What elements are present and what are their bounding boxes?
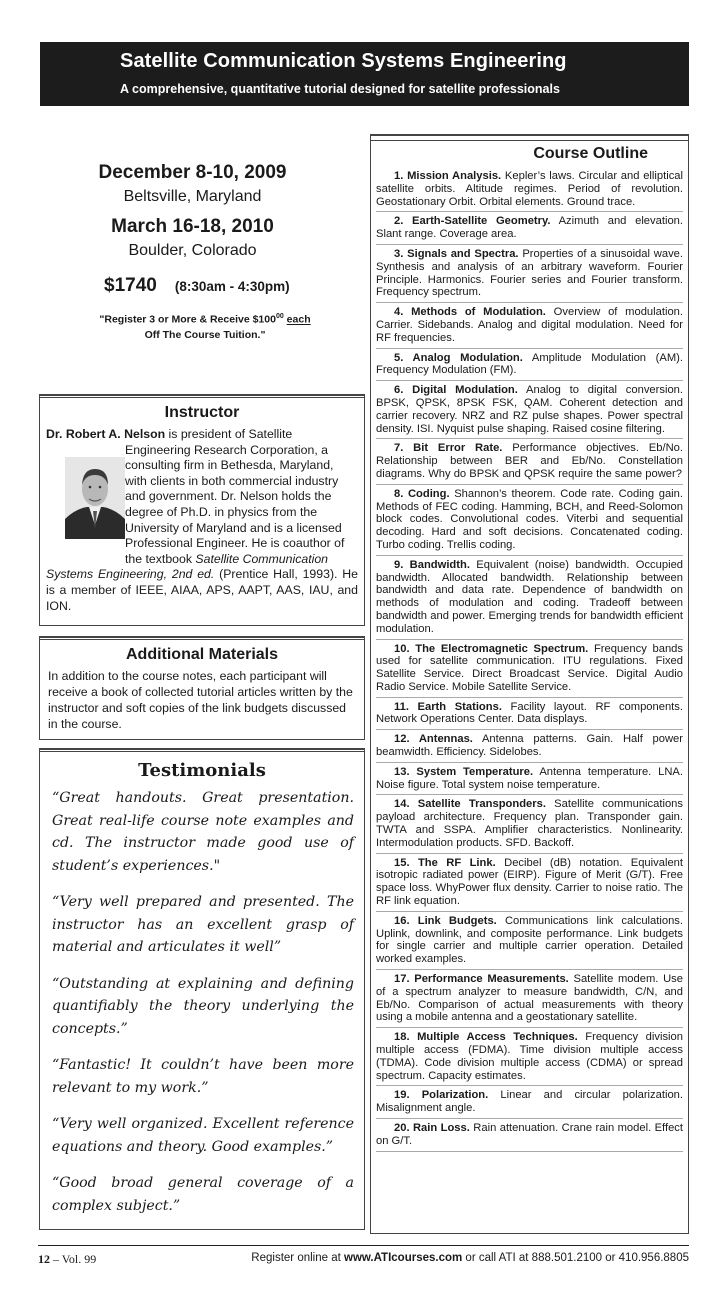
outline-item-title: 6. Digital Modulation. (394, 384, 518, 397)
page-number (38, 1252, 96, 1267)
session-date: December 8-10, 2009 (98, 162, 287, 183)
outline-item-text: Equivalent (noise) bandwidth. Occupied bandwidth. Allocated bandwidth. Relationship between bandwidth and data rate. Dependence of bandwidth on methods of modulation and coding. Tradeoff between bandwidth and power. Emerging trends for bandwidth efficient modulation. (376, 558, 684, 635)
outline-item-title: 15. The RF Link. (394, 856, 496, 869)
outline-item-text: Analog to digital conversion. BPSK, QPSK, 8PSK FSK, QAM. Coherent detection and carrier recovery. NRZ and RZ pulse shapes. Power spectral density. ISI. Nyquist pulse shaping. Raised cosine filtering. (376, 384, 683, 435)
bio-text: the textbook (125, 551, 196, 566)
outline-item-text: Shannon’s theorem. Code rate. Coding gain. Methods of FEC coding. Hamming, BCH, and Reed-Solomon block codes. Convolutional codes. Viterbi and sequential decoding. Hard and soft decisions. Concatenated coding. Turbo coding. Trellis coding. (376, 487, 683, 551)
outline-item-title: 5. Analog Modulation. (394, 351, 523, 364)
outline-item (376, 439, 683, 484)
promo-cents: 00 (275, 313, 284, 320)
instructor-name: Dr. Robert A. Nelson (46, 427, 166, 441)
outline-item (376, 1119, 683, 1152)
promo-text: "Register 3 or More & Receive $100 (99, 313, 276, 326)
additional-heading: Additional Materials (125, 646, 279, 663)
outline-item (376, 349, 683, 382)
outline-item-text: Performance objectives. Eb/No. Relationship between BER and Eb/No. Constellation diagrams. Why do BPSK and QPSK require the same power? (376, 442, 683, 480)
session-dates (40, 160, 365, 268)
outline-heading: Course Outline (533, 145, 648, 162)
course-outline-box (370, 134, 689, 1234)
bio-line: Engineering Research Corporation, a (125, 442, 329, 457)
instructor-box (39, 394, 365, 626)
bio-text: (Prentice Hall, 1993). He is a member of IEEE, AIAA, APS, AAPT, AAS, IAU, and ION. (46, 567, 358, 613)
outline-item (376, 167, 683, 212)
promo-text-2: Off The Course Tuition." (144, 328, 266, 341)
page-num: 12 (38, 1252, 50, 1266)
course-subtitle: A comprehensive, quantitative tutorial designed for satellite professionals (120, 82, 560, 96)
outline-item-title: 17. Performance Measurements. (394, 973, 569, 986)
outline-item (376, 730, 683, 763)
register-info (251, 1252, 689, 1264)
outline-item (376, 698, 683, 731)
outline-item-title: 20. Rain Loss. (394, 1122, 470, 1134)
testimonial-quote: “Great handouts. Great presentation. Great real-life course note examples and cd. The instructor made good use of student’s experiences." (52, 790, 354, 874)
outline-item-title: 9. Bandwidth. (394, 558, 470, 571)
outline-item-text: Rain attenuation. Crane rain model. Effect on G/T. (376, 1122, 683, 1147)
outline-item-title: 18. Multiple Access Techniques. (394, 1031, 578, 1044)
outline-item (376, 303, 683, 348)
website-link[interactable]: www.ATIcourses.com (344, 1252, 463, 1264)
textbook-title: Satellite Communication (195, 551, 329, 566)
outline-list (371, 167, 688, 1152)
outline-item-title: 14. Satellite Transponders. (394, 798, 546, 811)
instructor-heading: Instructor (164, 404, 240, 421)
outline-item (376, 556, 683, 640)
outline-item-text: Frequency bands used for satellite communication. ITU regulations. Fixed Satellite Service. Direct Broadcast Service. Digital Audio Radio Service. Mobile Satellite Service. (376, 642, 683, 693)
testimonial-quote: “Fantastic! It couldn’t have been more relevant to my work.” (52, 1057, 354, 1096)
testimonial-quote: “Very well prepared and presented. The instructor has an excellent grasp of material and articulates it well” (52, 894, 354, 955)
outline-item-text: Communications link calculations. Uplink, downlink, and composite performance. Link budgets for single carrier and multiple carrier operation. Detailed worked examples. (376, 914, 683, 966)
outline-item (376, 854, 683, 912)
outline-item-title: 19. Polarization. (394, 1089, 489, 1102)
textbook-title-cont: Systems Engineering, 2nd ed. (46, 567, 215, 582)
group-discount-promo (60, 309, 350, 343)
outline-item-title: 1. Mission Analysis. (394, 170, 502, 182)
page-footer (38, 1245, 689, 1266)
outline-item-text: Frequency division multiple access (FDMA). Time division multiple access (TDMA). Code division multiple access (CDMA) or spread spectrum. Capacity estimates. (376, 1031, 683, 1082)
outline-item-text: Azimuth and elevation. Slant range. Coverage area. (376, 215, 683, 241)
additional-text: In addition to the course notes, each participant will receive a book of collected tutorial articles written by the instructor and soft copies of the link budgets discussed in the course. (48, 669, 353, 731)
bio-line (125, 552, 358, 568)
outline-item (376, 1028, 683, 1086)
outline-item-text: Linear and circular polarization. Misalignment angle. (376, 1089, 683, 1115)
testimonial-quote: “Very well organized. Excellent reference equations and theory. Good examples.” (52, 1116, 354, 1155)
outline-item-text: Properties of a sinusoidal wave. Synthesis and analysis of an arbitrary waveform. Fourier Principle. Harmonics. Fourier series and Fourier transform. Frequency spectrum. (376, 247, 684, 299)
price-row (104, 275, 290, 297)
register-text: Register online at (251, 1252, 344, 1264)
bio-line: University of Maryland and is a licensed (125, 520, 342, 535)
outline-item (376, 640, 683, 698)
outline-item (376, 912, 683, 970)
contact-phones: or call ATI at 888.501.2100 or 410.956.8805 (462, 1252, 689, 1264)
testimonial-quote: “Good broad general coverage of a complex subject.” (52, 1175, 354, 1214)
outline-item-title: 2. Earth-Satellite Geometry. (394, 215, 551, 228)
outline-item-text: Amplitude Modulation (AM). Frequency Modulation (FM). (376, 351, 683, 377)
outline-item-title: 8. Coding. (394, 487, 450, 500)
outline-item (376, 381, 683, 439)
outline-item (376, 1086, 683, 1119)
outline-item-text: Antenna patterns. Gain. Half power beamwidth. Efficiency. Sidelobes. (376, 733, 683, 759)
outline-item (376, 212, 683, 245)
testimonials-heading: Testimonials (138, 760, 266, 781)
bio-line: degree of Ph.D. in physics from the (125, 504, 318, 519)
promo-each: each (286, 313, 311, 326)
volume: – Vol. 99 (50, 1252, 97, 1266)
outline-item-text: Satellite communications payload architecture. Frequency plan. Transponder gain. TWTA and SSPA. Amplifier characteristics. Nonlinearity. Intermodulation products. SFD. Backoff. (376, 798, 683, 849)
title-banner (40, 42, 689, 106)
testimonials-box (39, 748, 365, 1230)
session-location: Beltsville, Maryland (123, 188, 262, 205)
outline-item-text: Decibel (dB) notation. Equivalent isotropic radiated power (EIRP). Figure of Merit (G/T). Free space loss. WhyPower flux density. Carrier to noise ratio. The RF link equation. (376, 856, 683, 908)
outline-item (376, 485, 683, 556)
outline-item-title: 11. Earth Stations. (394, 700, 502, 713)
outline-top-rule (371, 135, 688, 141)
outline-item-title: 13. System Temperature. (394, 765, 534, 778)
outline-item-title: 3. Signals and Spectra. (394, 247, 519, 260)
outline-item-text: Facility layout. RF components. Network Operations Center. Data displays. (376, 700, 683, 726)
outline-item (376, 795, 683, 853)
outline-item (376, 970, 683, 1028)
outline-item-text: Satellite modem. Use of a spectrum analyzer to measure bandwidth, C/N, and Eb/No. Comparison of actual measurements with theory using a mobile antenna and a geostationary satellite. (376, 973, 683, 1024)
course-hours: (8:30am - 4:30pm) (174, 279, 290, 294)
outline-item-title: 7. Bit Error Rate. (394, 442, 503, 455)
bio-line: Professional Engineer. He is coauthor of (125, 536, 345, 551)
outline-item-title: 4. Methods of Modulation. (394, 306, 546, 319)
course-price: $1740 (104, 275, 157, 296)
outline-item-title: 12. Antennas. (394, 733, 473, 746)
outline-item-title: 10. The Electromagnetic Spectrum. (394, 642, 589, 655)
session-date: March 16-18, 2010 (111, 216, 274, 237)
testimonial-quote: “Outstanding at explaining and defining quantifiably the theory underlying the concepts.” (52, 975, 354, 1037)
bio-line: and government. Dr. Nelson holds the (125, 489, 332, 504)
outline-item (376, 245, 683, 303)
instructor-bio (46, 427, 358, 614)
outline-item-title: 16. Link Budgets. (394, 914, 497, 927)
bio-text: is president of Satellite (165, 427, 293, 441)
course-title: Satellite Communication Systems Engineering (120, 50, 567, 72)
bio-line: with clients in both commercial industry (125, 473, 339, 488)
outline-item (376, 763, 683, 796)
outline-item-text: Antenna temperature. LNA. Noise figure. Total system noise temperature. (376, 765, 683, 791)
additional-materials-box (39, 636, 365, 740)
session-location: Boulder, Colorado (128, 242, 257, 259)
outline-item-text: Kepler’s laws. Circular and elliptical satellite orbits. Altitude regimes. Period of revolution. Geostationary Orbit. Orbital elements. Ground trace. (376, 170, 683, 208)
bio-line: consulting firm in Bethesda, Maryland, (125, 458, 334, 473)
outline-item-text: Overview of modulation. Carrier. Sidebands. Analog and digital modulation. Need for RF frequencies. (376, 306, 683, 344)
